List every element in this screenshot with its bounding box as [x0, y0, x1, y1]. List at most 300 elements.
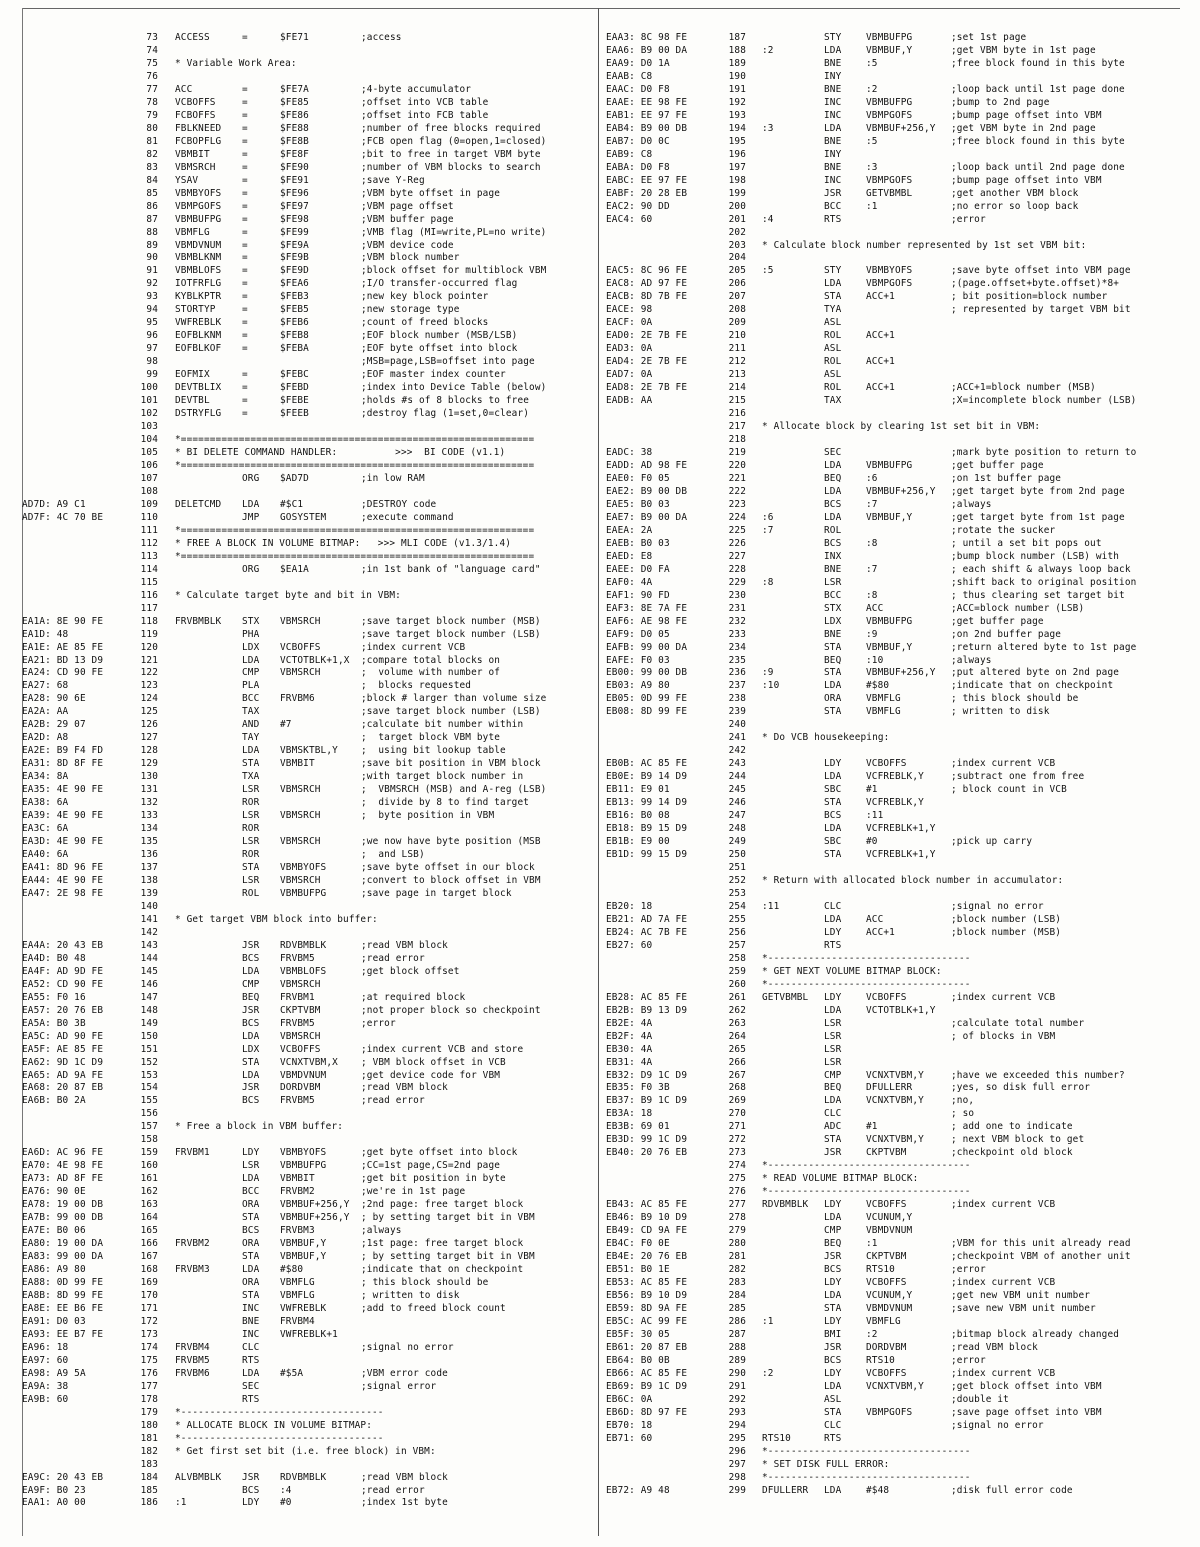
line-number: 181	[140, 1432, 158, 1444]
listing-line	[22, 1108, 594, 1121]
operand: VBMDVNUM	[866, 1225, 913, 1237]
opcode: BNE	[824, 628, 842, 640]
opcode: BCS	[242, 1225, 260, 1237]
comment: ;compare total blocks on	[361, 654, 501, 666]
address-bytes: EAEA: 2A	[606, 524, 653, 536]
opcode: BEQ	[824, 1238, 842, 1250]
line-number: 93	[146, 291, 158, 303]
address-bytes: EA76: 90 0E	[22, 1186, 86, 1198]
label: EOFBLKNM	[175, 330, 222, 342]
opcode: STA	[824, 797, 842, 809]
line-number: 184	[140, 1471, 158, 1483]
address-bytes: EAD8: 2E 7B FE	[606, 382, 688, 394]
line-number: 269	[728, 1095, 746, 1107]
opcode: BCS	[824, 498, 842, 510]
listing-line	[606, 175, 1180, 188]
operand: VBMFLG	[280, 1289, 315, 1301]
label: *-----------------------------------	[175, 1406, 384, 1418]
line-number: 266	[728, 1056, 746, 1068]
line-number: 88	[146, 226, 158, 238]
line-number: 214	[728, 382, 746, 394]
line-number: 117	[140, 602, 158, 614]
comment: ;destroy flag (1=set,0=clear)	[361, 408, 530, 420]
line-number: 276	[728, 1186, 746, 1198]
operand: :1	[866, 200, 878, 212]
opcode: AND	[242, 719, 260, 731]
opcode: =	[242, 278, 248, 290]
label: :2	[762, 1367, 774, 1379]
comment: ; until a set bit pops out	[951, 537, 1102, 549]
line-number: 91	[146, 265, 158, 277]
address-bytes: EB53: AC 85 FE	[606, 1277, 688, 1288]
line-number: 234	[728, 641, 746, 653]
listing-line	[606, 149, 1180, 162]
line-number: 217	[728, 421, 746, 433]
opcode: LSR	[242, 874, 260, 886]
comment: ;index current VCB	[951, 991, 1056, 1003]
operand: VBMFLG	[866, 693, 901, 705]
opcode: BCC	[242, 693, 260, 705]
opcode: =	[242, 304, 248, 316]
listing-line	[606, 888, 1180, 901]
listing-line	[606, 1044, 1180, 1057]
address-bytes: EB24: AC 7B FE	[606, 926, 688, 938]
line-number: 167	[140, 1251, 158, 1263]
comment: ;EOF byte offset into block	[361, 343, 518, 355]
line-number: 79	[146, 109, 158, 121]
operand: $FE91	[280, 174, 309, 186]
listing-line	[606, 1277, 1180, 1290]
label: * Free a block in VBM buffer:	[175, 1121, 344, 1133]
listing-line	[606, 758, 1180, 771]
operand: VBMBUF,Y	[280, 1251, 327, 1263]
line-number: 191	[728, 83, 746, 95]
line-number: 99	[146, 369, 158, 381]
comment: ;read VBM block	[361, 1471, 448, 1483]
opcode: INC	[242, 1328, 260, 1340]
address-bytes: EB3A: 18	[606, 1108, 653, 1120]
address-bytes: EAAE: EE 98 FE	[606, 96, 688, 108]
label: :11	[762, 900, 780, 912]
line-number: 200	[728, 200, 746, 212]
opcode: JSR	[242, 939, 260, 951]
operand: VBMSRCH	[280, 784, 321, 796]
opcode: =	[242, 200, 248, 212]
operand: VBMBUF,Y	[866, 641, 913, 653]
line-number: 136	[140, 849, 158, 861]
listing-line	[22, 1290, 594, 1303]
comment: ;with target block number in	[361, 771, 524, 783]
opcode: RTS	[242, 1393, 260, 1405]
line-number: 108	[140, 485, 158, 497]
operand: VBMSRCH	[280, 810, 321, 822]
operand: VCFREBLK+1,Y	[866, 849, 936, 861]
listing-line	[22, 966, 594, 979]
line-number: 98	[146, 356, 158, 368]
listing-line	[606, 525, 1180, 538]
address-bytes: EB40: 20 76 EB	[606, 1147, 688, 1159]
opcode: LDA	[824, 44, 842, 56]
address-bytes: EB72: A9 48	[606, 1484, 670, 1496]
address-bytes: EA4A: 20 43 EB	[22, 939, 104, 951]
listing-line	[22, 551, 594, 564]
operand: VBMSRCH	[280, 836, 321, 848]
line-number: 152	[140, 1056, 158, 1068]
listing-line	[22, 1497, 594, 1510]
address-bytes: EB71: 60	[606, 1432, 653, 1444]
listing-line	[606, 1095, 1180, 1108]
line-number: 103	[140, 421, 158, 433]
label: *-----------------------------------	[762, 1471, 971, 1483]
opcode: LDA	[824, 1484, 842, 1496]
label: * Calculate target byte and bit in VBM:	[175, 589, 401, 601]
opcode: LDA	[824, 511, 842, 523]
opcode: STA	[824, 706, 842, 718]
listing-line	[22, 745, 594, 758]
operand: VBMSRCH	[280, 615, 321, 627]
address-bytes: EAF3: 8E 7A FE	[606, 602, 688, 614]
listing-line	[606, 434, 1180, 447]
opcode: =	[242, 252, 248, 264]
address-bytes: EAA9: D0 1A	[606, 57, 670, 69]
opcode: LDY	[824, 1199, 842, 1211]
operand: VBMPGOFS	[866, 1406, 913, 1418]
operand: DORDVBM	[280, 1082, 321, 1094]
listing-line	[22, 771, 594, 784]
label: FRVBM1	[175, 1147, 210, 1159]
comment: ;get byte offset into block	[361, 1147, 518, 1159]
listing-line	[606, 1057, 1180, 1070]
line-number: 158	[140, 1134, 158, 1146]
listing-line	[606, 1290, 1180, 1303]
opcode: ADC	[824, 1121, 842, 1133]
line-number: 146	[140, 978, 158, 990]
address-bytes: EB6D: 8D 97 FE	[606, 1406, 688, 1418]
operand: VCBOFFS	[280, 1043, 321, 1055]
line-number: 251	[728, 862, 746, 873]
operand: VCBOFFS	[866, 758, 907, 770]
listing-line	[22, 875, 594, 888]
address-bytes: EAD4: 2E 7B FE	[606, 356, 688, 368]
address-bytes: EAE5: B0 03	[606, 498, 670, 510]
label: :4	[762, 213, 774, 225]
line-number: 176	[140, 1367, 158, 1379]
operand: $FEBD	[280, 382, 309, 394]
listing-line	[606, 265, 1180, 278]
label: *-----------------------------------	[762, 978, 971, 990]
listing-line	[22, 914, 594, 927]
comment: ;FCB open flag (0=open,1=closed)	[361, 135, 547, 147]
address-bytes: EB28: AC 85 FE	[606, 991, 688, 1003]
comment: ;save Y-Reg	[361, 174, 425, 186]
address-bytes: EB03: A9 80	[606, 680, 670, 692]
line-number: 164	[140, 1212, 158, 1224]
listing-line	[22, 421, 594, 434]
line-number: 286	[728, 1315, 746, 1327]
address-bytes: EA96: 18	[22, 1341, 69, 1353]
comment: ;in low RAM	[361, 472, 425, 484]
listing-line	[606, 317, 1180, 330]
address-bytes: EA91: D0 03	[22, 1315, 86, 1327]
line-number: 218	[728, 434, 746, 446]
line-number: 209	[728, 317, 746, 329]
label: DEVTBL	[175, 395, 210, 407]
comment: ;we now have byte position (MSB	[361, 836, 541, 848]
operand: VCUNUM,Y	[866, 1212, 913, 1224]
listing-line	[22, 123, 594, 136]
listing-line	[22, 577, 594, 590]
opcode: LSR	[824, 1043, 842, 1055]
comment: ;get device code for VBM	[361, 1069, 501, 1081]
operand: VBMBUFPG	[280, 887, 327, 899]
listing-line	[22, 188, 594, 201]
line-number: 236	[728, 667, 746, 679]
line-number: 140	[140, 900, 158, 912]
line-number: 97	[146, 343, 158, 355]
label: *=============================================================	[175, 459, 535, 471]
listing-line	[22, 1381, 594, 1394]
line-number: 257	[728, 939, 746, 951]
opcode: LDA	[824, 122, 842, 134]
comment: ;have we exceeded this number?	[951, 1069, 1125, 1081]
label: VBMBLKNM	[175, 252, 222, 264]
comment: ;disk full error code	[951, 1484, 1073, 1496]
comment: ;signal no error	[361, 1341, 454, 1353]
operand: $FE9A	[280, 239, 309, 251]
listing-line	[606, 1018, 1180, 1031]
address-bytes: EA65: AD 9A FE	[22, 1069, 104, 1081]
address-bytes: EAC4: 60	[606, 213, 653, 225]
line-number: 229	[728, 576, 746, 588]
listing-line	[606, 382, 1180, 395]
line-number: 84	[146, 174, 158, 186]
listing-line	[606, 136, 1180, 149]
address-bytes: EAF6: AE 98 FE	[606, 615, 688, 627]
opcode: BCS	[824, 1354, 842, 1366]
label: RTS10	[762, 1432, 791, 1444]
operand: #0	[866, 836, 878, 848]
label: :1	[175, 1497, 187, 1509]
line-number: 120	[140, 641, 158, 653]
line-number: 265	[728, 1043, 746, 1055]
label: * FREE A BLOCK IN VOLUME BITMAP: >>> MLI CODE (v1.3/1.4)	[175, 537, 512, 549]
listing-line	[22, 1394, 594, 1407]
address-bytes: EAEB: B0 03	[606, 537, 670, 549]
right-column	[606, 32, 1180, 1522]
opcode: INC	[824, 109, 842, 121]
operand: VBMSRCH	[280, 978, 321, 990]
operand: VBMBIT	[280, 758, 315, 770]
line-number: 237	[728, 680, 746, 692]
listing-line	[22, 927, 594, 940]
address-bytes: EA2E: B9 F4 FD	[22, 745, 104, 757]
address-bytes: EA62: 9D 1C D9	[22, 1056, 104, 1068]
address-bytes: EB21: AD 7A FE	[606, 913, 688, 925]
comment: ;save target block number (LSB)	[361, 628, 541, 640]
address-bytes: EB27: 60	[606, 939, 653, 951]
listing-line	[606, 1459, 1180, 1472]
listing-line	[22, 1134, 594, 1147]
comment: ;bump page offset into VBM	[951, 174, 1102, 186]
opcode: LDA	[824, 1095, 842, 1107]
address-bytes: EA78: 19 00 DB	[22, 1199, 104, 1211]
line-number: 114	[140, 563, 158, 575]
listing-line	[22, 784, 594, 797]
comment: ;calculate total number	[951, 1017, 1085, 1029]
comment: ;loop back until 1st page done	[951, 83, 1125, 95]
operand: VBMBUF,Y	[866, 44, 913, 56]
listing-line	[22, 1057, 594, 1070]
line-number: 165	[140, 1225, 158, 1237]
line-number: 262	[728, 1004, 746, 1016]
opcode: LDA	[824, 1004, 842, 1016]
label: EOFBLKOF	[175, 343, 222, 355]
address-bytes: EB32: D9 1C D9	[606, 1069, 688, 1081]
listing-line	[606, 771, 1180, 784]
comment: ;get new VBM unit number	[951, 1289, 1091, 1301]
address-bytes: EA1A: 8E 90 FE	[22, 615, 104, 627]
label: FRVBM6	[175, 1367, 210, 1379]
line-number: 168	[140, 1264, 158, 1276]
line-number: 219	[728, 447, 746, 458]
address-bytes: EB64: B0 0B	[606, 1354, 670, 1366]
comment: ;get target byte from 1st page	[951, 511, 1125, 523]
operand: #$80	[866, 680, 890, 692]
listing-line	[22, 655, 594, 668]
opcode: TAY	[242, 732, 260, 744]
operand: VCNXTVBM,X	[280, 1056, 338, 1068]
comment: ;count of freed blocks	[361, 317, 489, 329]
address-bytes: EAA1: A0 00	[22, 1497, 86, 1509]
opcode: ROL	[824, 356, 842, 368]
listing-line	[606, 71, 1180, 84]
listing-line	[606, 784, 1180, 797]
opcode: ORG	[242, 563, 260, 575]
line-number: 283	[728, 1277, 746, 1288]
opcode: ROL	[242, 887, 260, 899]
listing-line	[606, 188, 1180, 201]
comment: ; add one to indicate	[951, 1121, 1073, 1133]
label: * Get first set bit (i.e. free block) in VBM:	[175, 1445, 436, 1457]
line-number: 192	[728, 96, 746, 108]
opcode: CMP	[242, 978, 260, 990]
operand: :8	[866, 537, 878, 549]
listing-line	[606, 862, 1180, 875]
address-bytes: EA73: AD 8F FE	[22, 1173, 104, 1185]
comment: ;get target byte from 2nd page	[951, 485, 1125, 497]
listing-line	[22, 343, 594, 356]
line-number: 122	[140, 667, 158, 679]
operand: VBMPGOFS	[866, 278, 913, 290]
comment: ; written to disk	[951, 706, 1050, 718]
label: :1	[762, 1315, 774, 1327]
listing-line	[22, 525, 594, 538]
opcode: =	[242, 239, 248, 251]
address-bytes: EB0B: AC 85 FE	[606, 758, 688, 770]
label: :8	[762, 576, 774, 588]
address-bytes: EA9B: 60	[22, 1393, 69, 1405]
line-number: 73	[146, 32, 158, 43]
listing-line	[606, 1446, 1180, 1459]
operand: GOSYSTEM	[280, 511, 327, 523]
operand: VBMBLOFS	[280, 965, 327, 977]
line-number: 125	[140, 706, 158, 718]
operand: VCNXTVBM,Y	[866, 1134, 924, 1146]
listing-line	[606, 1070, 1180, 1083]
address-bytes: EA7E: B0 06	[22, 1225, 86, 1237]
opcode: LDA	[824, 1380, 842, 1392]
line-number: 232	[728, 615, 746, 627]
opcode: STX	[824, 602, 842, 614]
address-bytes: EB37: B9 1C D9	[606, 1095, 688, 1107]
listing-line	[22, 447, 594, 460]
line-number: 293	[728, 1406, 746, 1418]
address-bytes: EB20: 18	[606, 900, 653, 912]
comment: ; blocks requested	[361, 680, 472, 692]
address-bytes: EA9C: 20 43 EB	[22, 1471, 104, 1483]
operand: VBMBUF+256,Y	[866, 667, 936, 679]
opcode: LSR	[242, 810, 260, 822]
line-number: 263	[728, 1017, 746, 1029]
opcode: BMI	[824, 1328, 842, 1340]
line-number: 279	[728, 1225, 746, 1237]
line-number: 105	[140, 447, 158, 458]
listing-line	[22, 1121, 594, 1134]
operand: VCFREBLK,Y	[866, 771, 924, 783]
comment: ;access	[361, 32, 402, 43]
address-bytes: EB56: B9 10 D9	[606, 1289, 688, 1301]
operand: VBMFLG	[280, 1277, 315, 1288]
line-number: 247	[728, 810, 746, 822]
opcode: CMP	[824, 1225, 842, 1237]
address-bytes: EA31: 8D 8F FE	[22, 758, 104, 770]
address-bytes: EAF9: D0 05	[606, 628, 670, 640]
address-bytes: EB69: B9 1C D9	[606, 1380, 688, 1392]
opcode: BCS	[242, 952, 260, 964]
line-number: 295	[728, 1432, 746, 1444]
operand: DORDVBM	[866, 1341, 907, 1353]
comment: ;save target block number (MSB)	[361, 615, 541, 627]
opcode: ASL	[824, 369, 842, 381]
listing-line	[22, 603, 594, 616]
line-number: 124	[140, 693, 158, 705]
label: FRVBM5	[175, 1354, 210, 1366]
listing-line	[606, 940, 1180, 953]
opcode: CMP	[242, 667, 260, 679]
line-number: 264	[728, 1030, 746, 1042]
address-bytes: EA7B: 99 00 DB	[22, 1212, 104, 1224]
listing-line	[22, 732, 594, 745]
comment: ;(page.offset+byte.offset)*8+	[951, 278, 1120, 290]
listing-line	[606, 512, 1180, 525]
listing-line	[606, 1303, 1180, 1316]
address-bytes: EA5A: B0 3B	[22, 1017, 86, 1029]
listing-line	[606, 460, 1180, 473]
opcode: JSR	[242, 1004, 260, 1016]
address-bytes: EA83: 99 00 DA	[22, 1251, 104, 1263]
address-bytes: EAC5: 8C 96 FE	[606, 265, 688, 277]
opcode: =	[242, 291, 248, 303]
listing-line	[22, 1082, 594, 1095]
opcode: =	[242, 83, 248, 95]
listing-line	[22, 810, 594, 823]
operand: VBMBUF+256,Y	[280, 1212, 350, 1224]
line-number: 102	[140, 408, 158, 420]
address-bytes: EA52: CD 90 FE	[22, 978, 104, 990]
listing-line	[606, 1082, 1180, 1095]
opcode: LSR	[824, 1017, 842, 1029]
comment: ;1st page: free target block	[361, 1238, 524, 1250]
